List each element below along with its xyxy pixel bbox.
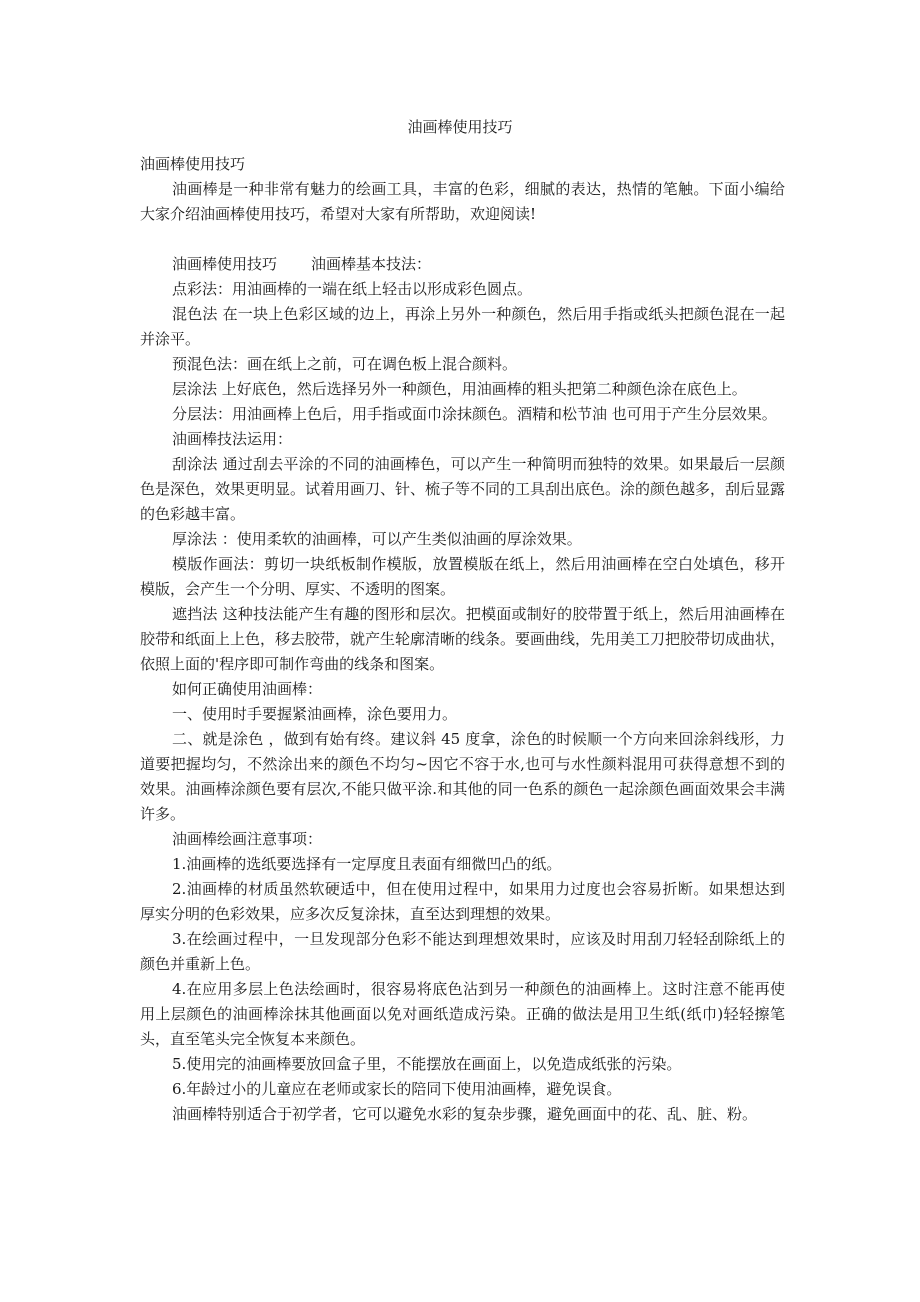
document-body: [140, 152, 785, 1127]
applied-heading: 油画棒技法运用：: [172, 430, 293, 448]
paragraph-gap: [140, 227, 785, 252]
closing-paragraph: 油画棒特别适合于初学者，它可以避免水彩的复杂步骤，避免画面中的花、乱、脏、粉。: [172, 1105, 758, 1123]
how-heading: 如何正确使用油画棒：: [172, 680, 323, 698]
section-heading: [140, 252, 785, 277]
applied-technique-item: 模版作画法：剪切一块纸板制作模版，放置模版在纸上，然后用油画棒在空白处填色，移开模版，会产生一个分明、厚实、不透明的图案。: [140, 555, 785, 598]
how-item: 一、使用时手要握紧油画棒，涂色要用力。: [172, 705, 458, 723]
basic-technique-item: 层涂法 上好底色，然后选择另外一种颜色，用油画棒的粗头把第二种颜色涂在底色上。: [172, 380, 747, 398]
note-item: 5.使用完的油画棒要放回盒子里，不能摆放在画面上，以免造成纸张的污染。: [172, 1055, 682, 1073]
document-subtitle: 油画棒使用技巧: [140, 155, 246, 173]
applied-technique-item: 刮涂法 通过刮去平涂的不同的油画棒色，可以产生一种简明而独特的效果。如果最后一层颜色是深色，效果更明显。试着用画刀、针、梳子等不同的工具刮出底色。涂的颜色越多，刮后显露的色彩越丰富。: [140, 455, 786, 523]
section-heading-left: 油画棒使用技巧: [172, 255, 278, 273]
basic-technique-item: 点彩法：用油画棒的一端在纸上轻击以形成彩色圆点。: [172, 280, 533, 298]
note-item: 3.在绘画过程中，一旦发现部分色彩不能达到理想效果时，应该及时用刮刀轻轻刮除纸上的颜色并重新上色。: [140, 930, 785, 973]
note-item: 2.油画棒的材质虽然软硬适中，但在使用过程中，如果用力过度也会容易折断。如果想达到厚实分明的色彩效果，应多次反复涂抹，直至达到理想的效果。: [140, 880, 785, 923]
applied-technique-item: 遮挡法 这种技法能产生有趣的图形和层次。把模面或制好的胶带置于纸上，然后用油画棒在胶带和纸面上上色，移去胶带，就产生轮廓清晰的线条。要画曲线，先用美工刀把胶带切成曲状，依照上面的'程序即可制作弯曲的线条和图案。: [140, 605, 786, 673]
note-item: 6.年龄过小的儿童应在老师或家长的陪同下使用油画棒，避免误食。: [172, 1080, 622, 1098]
document-title: 油画棒使用技巧: [407, 118, 513, 136]
note-item: 4.在应用多层上色法绘画时，很容易将底色沾到另一种颜色的油画棒上。这时注意不能再使用上层颜色的油画棒涂抹其他画面以免对画纸造成污染。正确的做法是用卫生纸(纸巾)轻轻擦笔头，直至笔头完全恢复本来颜色。: [140, 980, 785, 1048]
basic-technique-item: 分层法：用油画棒上色后，用手指或面巾涂抹颜色。酒精和松节油 也可用于产生分层效果。: [172, 405, 777, 423]
intro-paragraph: 油画棒是一种非常有魅力的绘画工具，丰富的色彩，细腻的表达，热情的笔触。下面小编给大家介绍油画棒使用技巧，希望对大家有所帮助，欢迎阅读!: [140, 180, 785, 223]
basic-technique-item: 预混色法：画在纸上之前，可在调色板上混合颜料。: [172, 355, 518, 373]
section-heading-right: 油画棒基本技法：: [311, 255, 432, 273]
notes-heading: 油画棒绘画注意事项：: [172, 830, 323, 848]
basic-technique-item: 混色法 在一块上色彩区域的边上，再涂上另外一种颜色，然后用手指或纸头把颜色混在一起并涂平。: [140, 305, 785, 348]
note-item: 1.油画棒的选纸要选择有一定厚度且表面有细微凹凸的纸。: [172, 855, 562, 873]
how-item: 二、就是涂色 ，做到有始有终。建议斜 45 度拿，涂色的时候顺一个方向来回涂斜线形，力道要把握均匀，不然涂出来的颜色不均匀~因它不容于水,也可与水性颜料混用可获得意想不到的效果。油画棒涂颜色要有层次,不能只做平涂.和其他的同一色系的颜色一起涂颜色画面效果会丰满许多。: [140, 730, 785, 823]
applied-technique-item: 厚涂法 ：使用柔软的油画棒，可以产生类似油画的厚涂效果。: [172, 530, 582, 548]
